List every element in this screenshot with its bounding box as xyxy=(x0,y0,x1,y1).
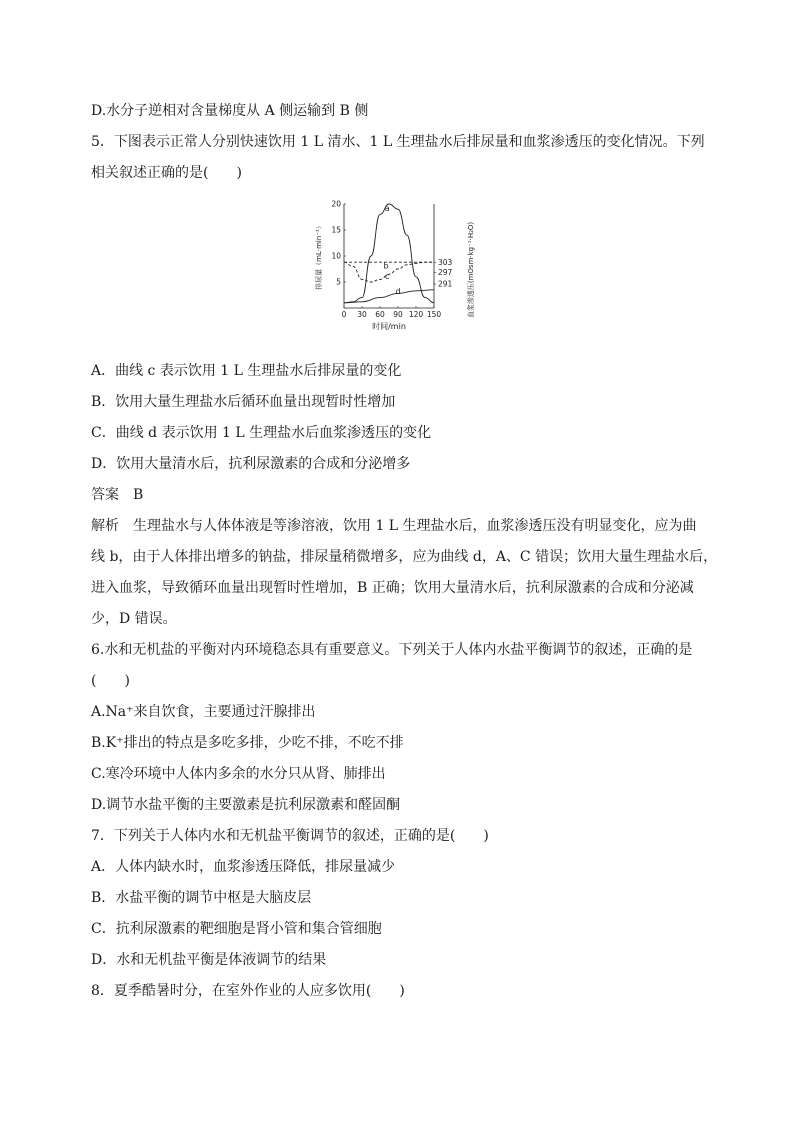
explanation-line-3: 进入血浆，导致循环血量出现暂时性增加，B 正确；饮用大量清水后，抗利尿激素的合成和分泌减 xyxy=(91,580,694,596)
question-5-stem: 5．下图表示正常人分别快速饮用 1 L 清水、1 L 生理盐水后排尿量和血浆渗透压的变化情况。下列 xyxy=(91,134,705,150)
question-4-option-d: D.水分子逆相对含量梯度从 A 侧运输到 B 侧 xyxy=(91,103,369,119)
question-7-option-d: D．水和无机盐平衡是体液调节的结果 xyxy=(91,952,327,968)
y2-tick-label: 291 xyxy=(438,279,453,289)
y-tick-label: 5 xyxy=(336,277,341,287)
question-6-stem-cont: ( ) xyxy=(91,673,130,689)
question-7-option-a: A．人体内缺水时，血浆渗透压降低，排尿量减少 xyxy=(91,859,396,875)
series-d-line xyxy=(344,290,434,303)
question-6-option-c: C.寒冷环境中人体内多余的水分只从肾、肺排出 xyxy=(91,766,386,782)
x-tick-label: 150 xyxy=(426,310,442,319)
question-5-option-c: C．曲线 d 表示饮用 1 L 生理盐水后血浆渗透压的变化 xyxy=(91,425,432,441)
y2-tick-label: 297 xyxy=(438,268,453,278)
question-6-option-a: A.Na⁺来自饮食，主要通过汗腺排出 xyxy=(91,704,316,720)
question-5-option-d: D．饮用大量清水后，抗利尿激素的合成和分泌增多 xyxy=(91,456,411,472)
series-a-line xyxy=(344,204,434,303)
y-tick-label: 10 xyxy=(331,251,341,261)
chart-series xyxy=(344,204,434,303)
series-d-label: d xyxy=(395,286,401,296)
explanation-line-1: 解析 生理盐水与人体体液是等渗溶液，饮用 1 L 生理盐水后，血浆渗透压没有明显变化，应为曲 xyxy=(91,518,697,534)
urine-osmolality-chart xyxy=(310,196,494,346)
question-7-stem: 7．下列关于人体内水和无机盐平衡调节的叙述，正确的是( ) xyxy=(91,828,489,844)
series-c-label: c xyxy=(384,271,390,281)
y-tick-label: 15 xyxy=(331,225,341,235)
answer-label: 答案 B xyxy=(91,487,144,503)
y-tick-label: 20 xyxy=(331,199,341,209)
x-tick-label: 30 xyxy=(357,310,367,319)
series-a-label: a xyxy=(384,204,390,214)
explanation-line-2: 线 b，由于人体排出增多的钠盐，排尿量稍微增多，应为曲线 d，A、C 错误；饮用大量生理盐水后， xyxy=(91,549,718,565)
y-axis-title: 排尿量（mL·min⁻¹） xyxy=(315,222,323,290)
x-tick-label: 0 xyxy=(341,310,347,319)
question-6-stem: 6.水和无机盐的平衡对内环境稳态具有重要意义。下列关于人体内水盐平衡调节的叙述，正确的是 xyxy=(91,642,693,658)
x-tick-label: 60 xyxy=(375,310,385,319)
question-7-option-c: C．抗利尿激素的靶细胞是肾小管和集合管细胞 xyxy=(91,921,382,937)
question-8-stem: 8．夏季酷暑时分，在室外作业的人应多饮用( ) xyxy=(91,983,405,999)
y2-axis-title: 血浆渗透压(mOsm·kg⁻¹·H₂O) xyxy=(467,221,475,319)
question-6-option-d: D.调节水盐平衡的主要激素是抗利尿激素和醛固酮 xyxy=(91,797,401,813)
x-tick-label: 120 xyxy=(408,310,424,319)
explanation-line-4: 少，D 错误。 xyxy=(91,611,177,627)
series-b-label: b xyxy=(383,261,389,271)
question-5-option-b: B．饮用大量生理盐水后循环血量出现暂时性增加 xyxy=(91,394,396,410)
x-tick-label: 90 xyxy=(393,310,403,319)
question-7-option-b: B．水盐平衡的调节中枢是大脑皮层 xyxy=(91,890,312,906)
x-axis-title: 时间/min xyxy=(372,322,406,331)
question-5-stem-cont: 相关叙述正确的是( ) xyxy=(91,165,242,181)
chart-labels xyxy=(314,200,475,331)
chart-svg xyxy=(310,196,494,346)
question-6-option-b: B.K⁺排出的特点是多吃多排，少吃不排，不吃不排 xyxy=(91,735,404,751)
question-5-option-a: A．曲线 c 表示饮用 1 L 生理盐水后排尿量的变化 xyxy=(91,363,402,379)
y2-tick-label: 303 xyxy=(438,257,453,267)
